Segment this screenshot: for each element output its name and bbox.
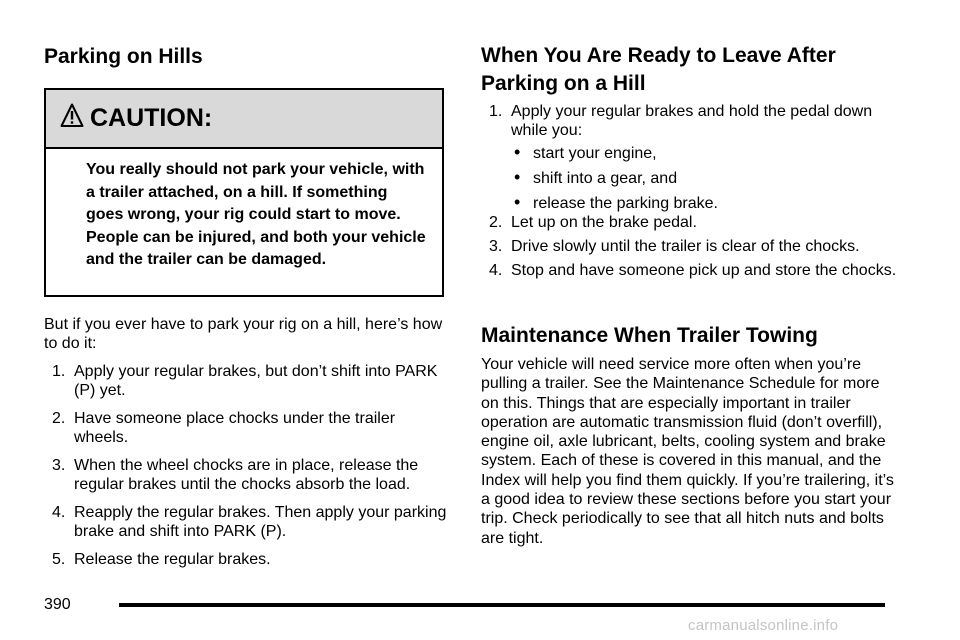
caution-title: CAUTION: bbox=[90, 104, 213, 132]
list-item: 4. Reapply the regular brakes. Then apply your parking brake and shift into PARK (P). bbox=[52, 504, 447, 540]
section-heading-maintenance: Maintenance When Trailer Towing bbox=[481, 324, 818, 347]
caution-box bbox=[44, 88, 444, 297]
hill-parking-steps bbox=[52, 362, 447, 578]
bullet-item: • release the parking brake. bbox=[511, 194, 899, 213]
section-heading-leave-after-parking: When You Are Ready to Leave After Parking on a Hill bbox=[481, 44, 836, 95]
bullet-item: • start your engine, bbox=[511, 144, 899, 163]
page-number: 390 bbox=[44, 596, 71, 613]
list-item: 1. Apply your regular brakes and hold the pedal down while you: • start your engine, • shift into a gear, and • release the parking brake. bbox=[489, 102, 899, 213]
list-item: 5. Release the regular brakes. bbox=[52, 551, 271, 568]
list-item: 1. Apply your regular brakes, but don’t shift into PARK (P) yet. bbox=[52, 363, 438, 399]
list-item: 2. Have someone place chocks under the trailer wheels. bbox=[52, 410, 396, 446]
footer-rule bbox=[119, 603, 885, 607]
hill-parking-intro: But if you ever have to park your rig on a hill, here’s how to do it: bbox=[44, 316, 443, 352]
maintenance-text: Your vehicle will need service more often when you’re pulling a trailer. See the Maintenance Schedule for more on this. Things that are especially important in trailer operation are automatic transmission fluid (don’t overfill), engine oil, axle lubricant, belts, cooling system and brake system. Each of these is covered in this manual, and the Index will help you find them quickly. If you’re trailering, it’s a good idea to review these sections before you start your trip. Check periodically to see that all hitch nuts and bolts are tight. bbox=[481, 356, 894, 547]
leave-step-bullets bbox=[511, 144, 899, 213]
caution-text: You really should not park your vehicle, with a trailer attached, on a hill. If something goes wrong, your rig could start to move. People can be injured, and both your vehicle and the trailer can be damaged. bbox=[86, 161, 426, 268]
list-item: 2. Let up on the brake pedal. bbox=[489, 214, 697, 231]
list-item: 3. Drive slowly until the trailer is clear of the chocks. bbox=[489, 238, 860, 255]
leave-steps-rest bbox=[489, 213, 899, 285]
list-item: 3. When the wheel chocks are in place, release the regular brakes until the chocks absorb the load. bbox=[52, 457, 419, 493]
caution-header bbox=[46, 90, 442, 149]
list-item: 4. Stop and have someone pick up and store the chocks. bbox=[489, 262, 897, 279]
section-heading-parking-on-hills: Parking on Hills bbox=[44, 45, 203, 68]
leave-steps-first bbox=[489, 102, 899, 222]
watermark: carmanualsonline.info bbox=[688, 617, 839, 634]
bullet-item: • shift into a gear, and bbox=[511, 169, 899, 188]
warning-triangle-icon bbox=[60, 103, 84, 129]
